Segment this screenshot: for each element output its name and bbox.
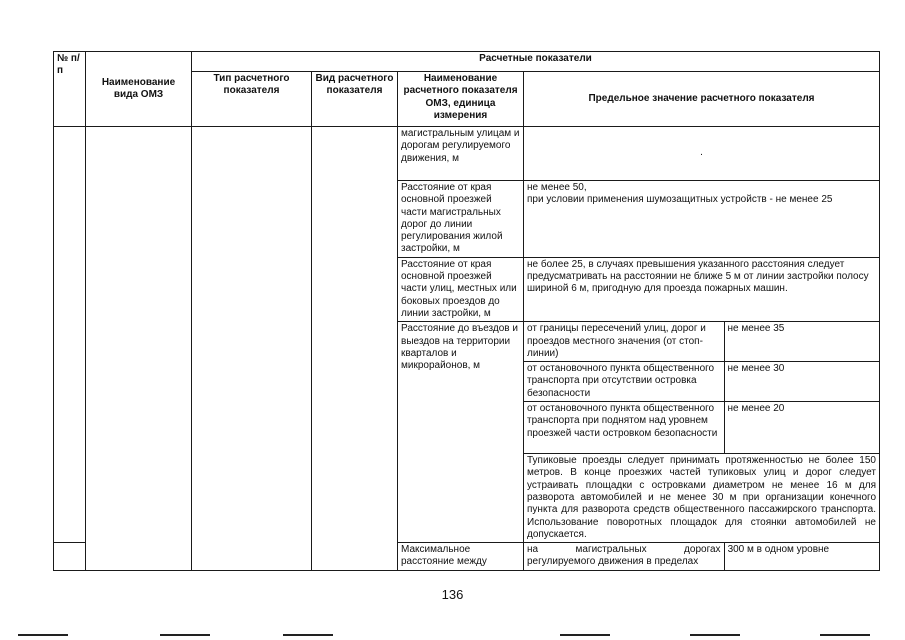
cell-name xyxy=(86,127,192,571)
scan-artifact-line xyxy=(820,634,870,636)
note-row xyxy=(524,454,879,543)
cell-condition: на магистральных дорогах регулируемого движения в пределах xyxy=(524,543,725,571)
condition-row xyxy=(524,362,879,402)
scan-artifact-line xyxy=(560,634,610,636)
cell-indicator: Расстояние от края основной проезжей части улиц, местных или боковых проездов до линии застройки, м xyxy=(398,257,524,321)
cell-type xyxy=(192,127,312,571)
header-group: Расчетные показатели xyxy=(192,52,880,72)
table-row xyxy=(54,127,880,181)
condition-cell: от границы пересечений улиц, дорог и проездов местного значения (от стоп-линии) xyxy=(524,322,724,361)
condition-row xyxy=(524,322,879,361)
scan-artifact-line xyxy=(18,634,68,636)
scan-artifact-line xyxy=(283,634,333,636)
scan-artifact-line xyxy=(160,634,210,636)
cell-indicator: магистральным улицам и дорогам регулируемого движения, м xyxy=(398,127,524,181)
note-cell: Тупиковые проезды следует принимать протяженностью не более 150 метров. В конце проезжих частей тупиковых улиц и дорог следует устраивать площадки с островками диаметром не менее 16 м для разворота автомобилей и не менее 30 м при организации конечного пункта для разворота средств общественного пассажирского транспорта. Использование поворотных площадок для стоянки автомобилей не допускается. xyxy=(524,454,879,543)
cell-indicator: Расстояние от края основной проезжей части магистральных дорог до линии регулирования жилой застройки, м xyxy=(398,181,524,258)
header-limit: Предельное значение расчетного показателя xyxy=(524,72,880,127)
cell-limit: . xyxy=(524,127,880,181)
header-num: № п/п xyxy=(54,52,86,127)
header-type: Тип расчетного показателя xyxy=(192,72,312,127)
cell-limit xyxy=(524,181,880,258)
page-number: 136 xyxy=(441,587,464,602)
cell-kind xyxy=(312,127,398,571)
value-cell: не менее 20 xyxy=(724,402,879,454)
cell-value: 300 м в одном уровне xyxy=(724,543,879,571)
cell-indicator: Максимальное расстояние между xyxy=(398,543,524,571)
header-indicator: Наименование расчетного показателя ОМЗ, единица измерения xyxy=(398,72,524,127)
header-row-1 xyxy=(54,52,880,72)
condition-cell: от остановочного пункта общественного транспорта при отсутствии островка безопасности xyxy=(524,362,724,402)
condition-row xyxy=(524,402,879,454)
cell-indicator: Расстояние до въездов и выездов на территории кварталов и микрорайонов, м xyxy=(398,322,524,543)
header-name: Наименование вида ОМЗ xyxy=(86,52,192,127)
value-cell: не менее 30 xyxy=(724,362,879,402)
cell-limit: не более 25, в случаях превышения указанного расстояния следует предусматривать на расстоянии не ближе 5 м от линии застройки полосу шириной 6 м, пригодную для проезда пожарных машин. xyxy=(524,257,880,321)
regulation-table xyxy=(53,51,880,571)
limit-line: не менее 50, xyxy=(527,182,587,193)
cell-limit-compound xyxy=(524,322,880,543)
header-kind: Вид расчетного показателя xyxy=(312,72,398,127)
cell-num xyxy=(54,127,86,543)
limit-line: при условии применения шумозащитных устройств - не менее 25 xyxy=(527,194,833,206)
value-cell: не менее 35 xyxy=(724,322,879,361)
cell-num xyxy=(54,543,86,571)
scan-artifact-line xyxy=(690,634,740,636)
conditions-subtable xyxy=(524,322,879,542)
condition-cell: от остановочного пункта общественного транспорта при поднятом над уровнем проезжей части островком безопасности xyxy=(524,402,724,454)
